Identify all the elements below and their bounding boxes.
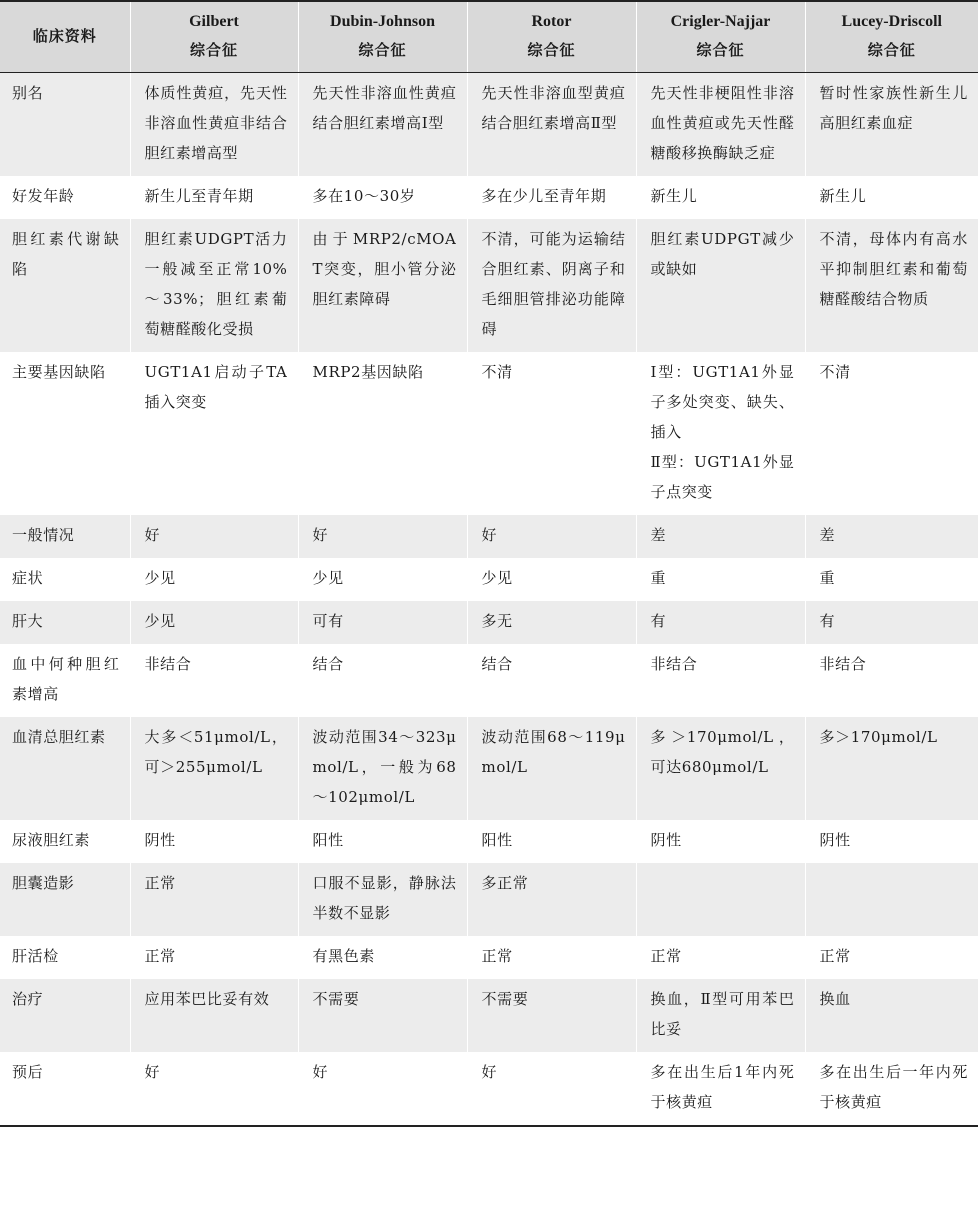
table-cell: 应用苯巴比妥有效 — [130, 979, 298, 1052]
table-cell: 阳性 — [467, 820, 636, 863]
row-label: 治疗 — [0, 979, 130, 1052]
table-cell — [805, 863, 978, 936]
table-cell: 口服不显影，静脉法半数不显影 — [298, 863, 467, 936]
column-header-name: Gilbert — [189, 13, 239, 30]
table-cell: 少见 — [130, 601, 298, 644]
table-cell: 少见 — [298, 558, 467, 601]
row-label: 血清总胆红素 — [0, 717, 130, 820]
row-label: 血中何种胆红素增高 — [12, 655, 120, 703]
row-label: 别名 — [0, 73, 130, 177]
table-cell: 不需要 — [467, 979, 636, 1052]
column-header-name: Lucey-Driscoll — [841, 13, 942, 30]
table-cell — [636, 863, 805, 936]
table-cell: 换血 — [805, 979, 978, 1052]
table-cell: 不清 — [805, 352, 978, 515]
table-cell: 好 — [467, 1052, 636, 1126]
row-label: 主要基因缺陷 — [12, 363, 106, 381]
table-cell: 暂时性家族性新生儿高胆红素血症 — [805, 73, 978, 177]
table-cell: 新生儿 — [805, 176, 978, 219]
table-cell: MRP2基因缺陷 — [298, 352, 467, 515]
table-body — [0, 73, 978, 1127]
table-cell: 多在少儿至青年期 — [467, 176, 636, 219]
table-cell: 换血，Ⅱ型可用苯巴比妥 — [636, 979, 805, 1052]
table-row — [0, 1052, 978, 1126]
table-cell: 正常 — [805, 936, 978, 979]
table-cell: 少见 — [467, 558, 636, 601]
table-cell: 阴性 — [636, 820, 805, 863]
corner-header-label: 临床资料 — [32, 27, 97, 45]
table-row — [0, 515, 978, 558]
table-cell: 正常 — [130, 863, 298, 936]
table-row — [0, 979, 978, 1052]
table-cell: 阴性 — [130, 820, 298, 863]
table-cell: 先天性非溶血性黄疸结合胆红素增高Ⅰ型 — [298, 73, 467, 177]
row-label: 预后 — [0, 1052, 130, 1126]
table-cell: 有 — [636, 601, 805, 644]
row-label: 一般情况 — [0, 515, 130, 558]
table-cell: 先天性非梗阻性非溶血性黄疸或先天性醛糖酸移换酶缺乏症 — [636, 73, 805, 177]
table-cell: 差 — [636, 515, 805, 558]
table-cell: 差 — [805, 515, 978, 558]
table-cell: 由于MRP2/cMOAT突变，胆小管分泌胆红素障碍 — [298, 219, 467, 352]
table-cell: 不清，母体内有高水平抑制胆红素和葡萄糖醛酸结合物质 — [805, 219, 978, 352]
table-row — [0, 176, 978, 219]
table-cell: 不清，可能为运输结合胆红素、阴离子和毛细胆管排泌功能障碍 — [467, 219, 636, 352]
table-cell: 不清 — [467, 352, 636, 515]
column-header-crigler-najjar — [636, 1, 805, 73]
table-row — [0, 936, 978, 979]
table-cell: 正常 — [636, 936, 805, 979]
table-cell: 多无 — [467, 601, 636, 644]
column-header-name: Rotor — [531, 13, 572, 30]
table-cell: 好 — [130, 515, 298, 558]
table-row — [0, 219, 978, 352]
column-header-suffix: 综合征 — [189, 41, 238, 59]
table-row — [0, 352, 978, 515]
table-cell: Ⅰ型：UGT1A1外显子多处突变、缺失、插入 Ⅱ型：UGT1A1外显子点突变 — [636, 352, 805, 515]
table-cell: 结合 — [298, 644, 467, 717]
table-cell: 非结合 — [636, 644, 805, 717]
row-label: 胆囊造影 — [0, 863, 130, 936]
row-label: 胆红素代谢缺陷 — [0, 219, 130, 352]
table-row — [0, 644, 978, 717]
table-cell: 多在10～30岁 — [298, 176, 467, 219]
table-cell: 好 — [130, 1052, 298, 1126]
table-cell: 大多＜51μmol/L，可＞255μmol/L — [130, 717, 298, 820]
table-cell: 重 — [805, 558, 978, 601]
column-header-name: Crigler-Najjar — [670, 13, 771, 30]
row-label: 好发年龄 — [12, 187, 75, 205]
column-header-suffix: 综合征 — [867, 41, 916, 59]
table-cell: 好 — [298, 515, 467, 558]
table-cell: 结合 — [467, 644, 636, 717]
table-cell: 胆红素UDPGT减少或缺如 — [636, 219, 805, 352]
table-cell: 非结合 — [805, 644, 978, 717]
table-cell: UGT1A1启动子TA插入突变 — [130, 352, 298, 515]
table-cell: 先天性非溶血型黄疸结合胆红素增高Ⅱ型 — [467, 73, 636, 177]
table-row — [0, 820, 978, 863]
table-cell: 非结合 — [130, 644, 298, 717]
table-row — [0, 601, 978, 644]
column-header-gilbert — [130, 1, 298, 73]
table-cell: 多＞170μmol/L，可达680μmol/L — [636, 717, 805, 820]
table-row — [0, 717, 978, 820]
table-cell: 胆红素UDGPT活力一般减至正常10%～33%；胆红素葡萄糖醛酸化受损 — [130, 219, 298, 352]
table-cell: 多在出生后一年内死于核黄疸 — [805, 1052, 978, 1126]
table-cell: 多＞170μmol/L — [805, 717, 978, 820]
table-cell: 多正常 — [467, 863, 636, 936]
table-cell: 有黑色素 — [298, 936, 467, 979]
column-header-lucey-driscoll — [805, 1, 978, 73]
column-header-suffix: 综合征 — [358, 41, 407, 59]
header-row — [0, 1, 978, 73]
table-cell: 可有 — [298, 601, 467, 644]
table-cell: 正常 — [130, 936, 298, 979]
table-cell: 重 — [636, 558, 805, 601]
table-cell: 正常 — [467, 936, 636, 979]
table-cell: 好 — [298, 1052, 467, 1126]
table-row — [0, 558, 978, 601]
column-header-suffix: 综合征 — [696, 41, 745, 59]
table-cell: 波动范围68～119μmol/L — [467, 717, 636, 820]
table-cell: 阳性 — [298, 820, 467, 863]
table-cell: 不需要 — [298, 979, 467, 1052]
table-cell: 少见 — [130, 558, 298, 601]
table-cell: 阴性 — [805, 820, 978, 863]
corner-header — [0, 1, 130, 73]
column-header-dubin-johnson — [298, 1, 467, 73]
table-header — [0, 1, 978, 73]
row-label: 症状 — [12, 569, 44, 587]
table-cell: 新生儿至青年期 — [130, 176, 298, 219]
table-row — [0, 863, 978, 936]
column-header-suffix: 综合征 — [527, 41, 576, 59]
row-label: 尿液胆红素 — [12, 831, 91, 849]
row-label: 肝活检 — [12, 947, 59, 965]
table-cell: 好 — [467, 515, 636, 558]
table-cell: 体质性黄疸，先天性非溶血性黄疸非结合胆红素增高型 — [130, 73, 298, 177]
table-row — [0, 73, 978, 177]
table-cell: 波动范围34～323μmol/L，一般为68～102μmol/L — [298, 717, 467, 820]
table-cell: 多在出生后1年内死于核黄疸 — [636, 1052, 805, 1126]
column-header-name: Dubin-Johnson — [330, 13, 435, 30]
row-label: 肝大 — [0, 601, 130, 644]
table-cell: 新生儿 — [636, 176, 805, 219]
table-cell: 有 — [805, 601, 978, 644]
column-header-rotor — [467, 1, 636, 73]
